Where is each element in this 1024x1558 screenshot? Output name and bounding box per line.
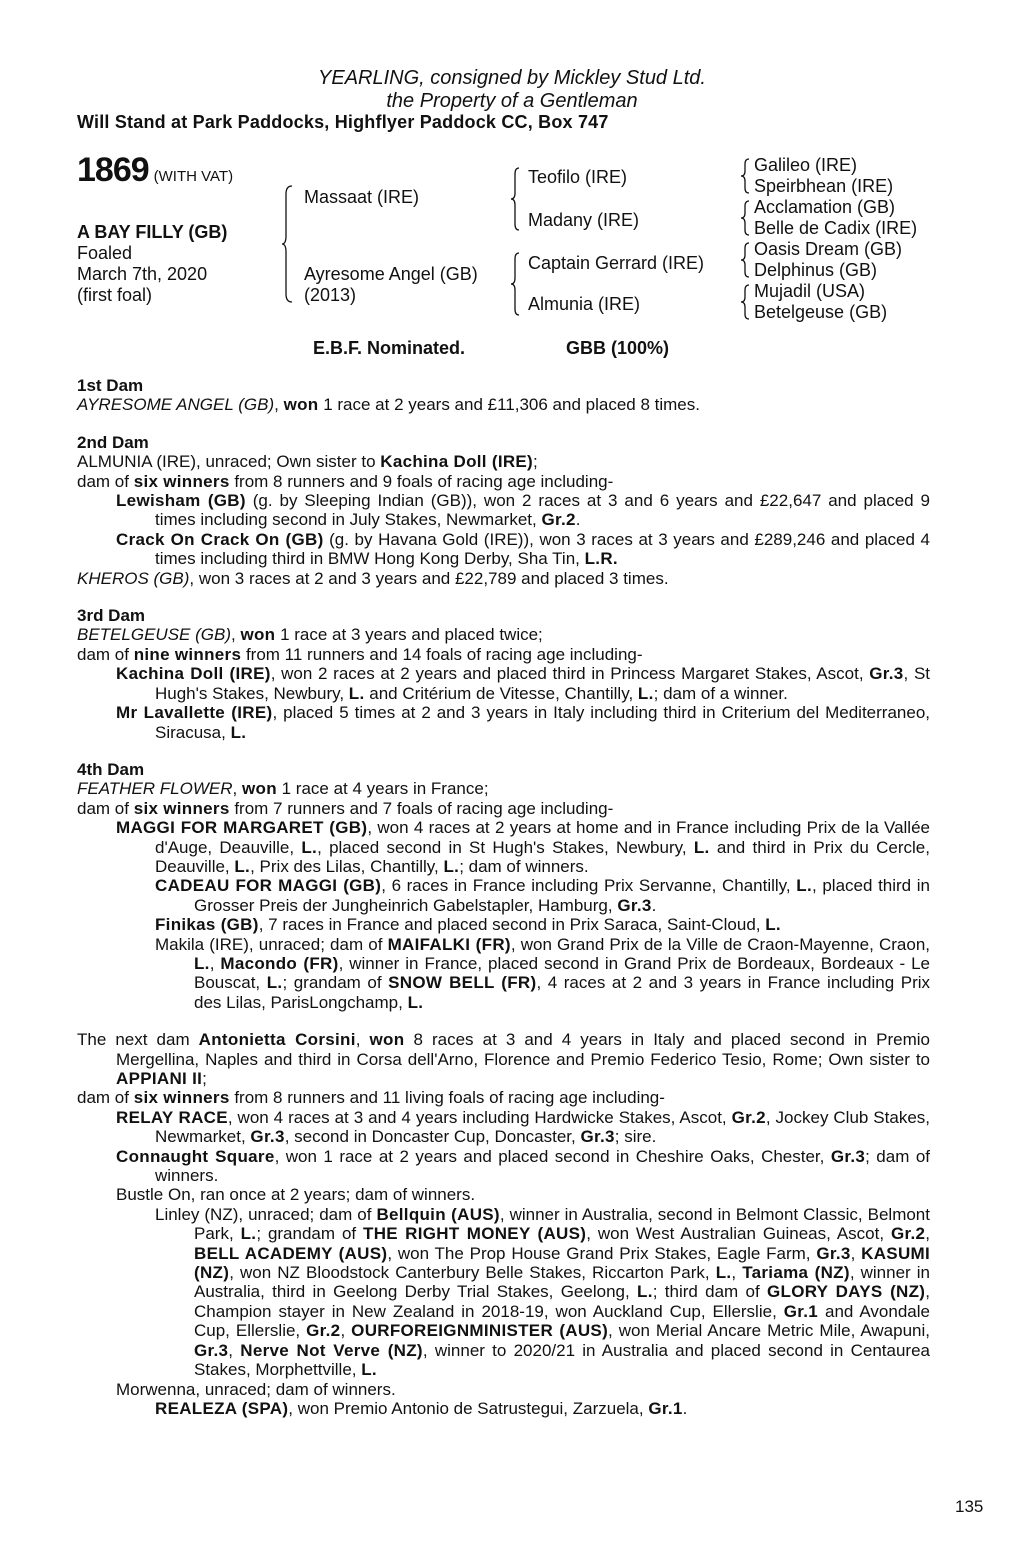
text: , 7 races in France and placed second in Prix Saraca, Saint-Cloud, — [258, 915, 766, 935]
text: , placed second in St Hugh's Stakes, Newbury, — [317, 837, 694, 857]
bold-text: Connaught Square — [116, 1146, 275, 1166]
brace-icon — [741, 201, 751, 235]
text: , 6 races in France including Prix Servanne, Chantilly, — [381, 876, 797, 896]
bold-text: OURFOREIGNMINISTER (AUS) — [351, 1321, 609, 1341]
text: , Champion stayer in New Zealand in 2018-19, won Auckland Cup, Ellerslie, — [194, 1282, 931, 1321]
produce-entry — [77, 1205, 930, 1380]
text: , — [850, 1243, 862, 1263]
text: , Prix des Lilas, Chantilly, — [250, 856, 444, 876]
italic-text: FEATHER FLOWER — [77, 779, 233, 799]
pedigree-gen3: Mujadil (USA) — [754, 281, 866, 301]
text: , winner to 2020/21 in Australia and placed second in Centaurea Stakes, Morphettville, — [194, 1340, 930, 1380]
produce-entry — [77, 452, 930, 471]
foal-note: (first foal) — [77, 285, 153, 305]
bold-text: L. — [796, 876, 812, 896]
bold-text: Gr.3 — [617, 895, 652, 915]
text: , winner in Australia, second in Belmont Classic, Belmont Park, — [194, 1204, 930, 1244]
pedigree-gen3: Acclamation (GB) — [754, 197, 896, 217]
text: , won 1 race at 2 years and placed second in Cheshire Oaks, Chester, — [274, 1146, 831, 1166]
text: , — [340, 1321, 352, 1341]
foaled-label: Foaled — [77, 243, 133, 263]
bold-text: Mr Lavallette (IRE) — [116, 703, 273, 723]
brace-icon — [511, 168, 521, 230]
text: ; dam of winners. — [459, 856, 589, 876]
bold-text: won — [369, 1030, 405, 1050]
bold-text: Lewisham (GB) — [116, 491, 246, 511]
text: , — [274, 395, 284, 415]
bold-text: Kachina Doll (IRE) — [380, 452, 534, 472]
bold-text: Crack On Crack On (GB) — [116, 529, 324, 549]
text: , won Merial Ancare Metric Mile, Awapuni, — [608, 1321, 930, 1341]
produce-entry — [77, 1399, 930, 1418]
text: , won 4 races at 3 and 4 years including Hardwicke Stakes, Ascot, — [227, 1107, 732, 1127]
bold-text: L.R. — [584, 549, 618, 569]
section-heading: 4th Dam — [77, 759, 145, 779]
lot-title: A BAY FILLY (GB) — [77, 222, 228, 242]
produce-entry — [77, 645, 930, 664]
produce-entry — [77, 1088, 930, 1107]
bold-text: L. — [240, 1224, 257, 1244]
text: , — [209, 953, 221, 973]
dam-section — [77, 760, 930, 1012]
bold-text: L. — [234, 856, 251, 876]
brace-icon — [741, 159, 751, 193]
bold-text: won — [240, 625, 276, 645]
produce-entry — [77, 1380, 930, 1399]
text: ALMUNIA (IRE), unraced; Own sister to — [77, 452, 381, 472]
pedigree-gen2: Madany (IRE) — [528, 210, 640, 230]
text: , won Grand Prix de la Ville de Craon-Mayenne, Craon, — [510, 934, 931, 954]
bold-text: Gr.2 — [731, 1107, 766, 1127]
bold-text: L. — [230, 722, 247, 742]
bold-text: Gr.3 — [194, 1340, 229, 1360]
text: (g. by Sleeping Indian (GB)), won 2 races at 3 and 6 years and £22,647 and placed 9 times including second in July Stakes, Newmarket, — [155, 491, 930, 530]
bold-text: MAIFALKI (FR) — [387, 934, 511, 954]
bold-text: Macondo (FR) — [220, 953, 339, 973]
bold-text: CADEAU FOR MAGGI (GB) — [155, 876, 382, 896]
consignor-line: YEARLING, consigned by Mickley Stud Ltd. — [318, 67, 706, 89]
text: , — [232, 779, 242, 799]
bold-text: Gr.1 — [783, 1301, 819, 1321]
bold-text: L. — [765, 915, 781, 935]
produce-entry — [77, 1030, 930, 1088]
text: dam of — [77, 471, 134, 491]
bold-text: Gr.1 — [648, 1398, 683, 1418]
produce-entry — [77, 569, 930, 588]
bold-text: L. — [301, 837, 318, 857]
pedigree-dam-year: (2013) — [304, 285, 357, 305]
text: from 8 runners and 11 living foals of racing age including- — [229, 1088, 665, 1108]
bold-text: six winners — [133, 798, 230, 818]
italic-text: KHEROS (GB) — [77, 568, 190, 588]
lot-number: 1869 — [77, 151, 149, 189]
bold-text: L. — [693, 837, 710, 857]
bold-text: KASUMI (NZ) — [194, 1243, 931, 1283]
bold-text: won — [283, 395, 319, 415]
dam-section — [77, 433, 930, 588]
text: Bustle On, ran once at 2 years; dam of winners. — [116, 1185, 476, 1205]
bold-text: THE RIGHT MONEY (AUS) — [363, 1224, 587, 1244]
text: Makila (IRE), unraced; dam of — [155, 934, 388, 954]
pedigree-sire: Massaat (IRE) — [304, 187, 420, 207]
vat-note: (WITH VAT) — [153, 168, 234, 185]
text: , — [925, 1224, 930, 1244]
bold-text: Finikas (GB) — [155, 915, 259, 935]
pedigree-gen3: Delphinus (GB) — [754, 260, 878, 280]
text: . — [651, 895, 657, 915]
bold-text: GLORY DAYS (NZ) — [767, 1282, 926, 1302]
text: . — [682, 1398, 688, 1418]
bold-text: six winners — [133, 1088, 230, 1108]
bold-text: Nerve Not Verve (NZ) — [240, 1340, 423, 1360]
bold-text: Gr.3 — [830, 1146, 866, 1166]
text: dam of — [77, 798, 134, 818]
lot-heading — [77, 151, 234, 189]
text: Linley (NZ), unraced; dam of — [155, 1204, 377, 1224]
bold-text: L. — [407, 992, 424, 1012]
text: 1 race at 3 years and placed twice; — [275, 625, 543, 645]
bold-text: L. — [443, 856, 460, 876]
bold-text: APPIANI II — [116, 1069, 203, 1088]
bold-text: L. — [715, 1263, 732, 1283]
text: The next dam — [77, 1030, 199, 1050]
ebf-status: E.B.F. Nominated. — [313, 338, 466, 358]
produce-entry — [77, 935, 930, 1013]
italic-text: AYRESOME ANGEL (GB) — [77, 395, 275, 415]
page-number: 135 — [955, 1497, 984, 1516]
produce-entry — [77, 876, 930, 915]
produce-entry — [77, 1108, 930, 1147]
text: and third in Prix du Cercle, Deauville, — [155, 837, 930, 876]
text: , — [230, 625, 241, 645]
text: dam of — [77, 1088, 134, 1108]
dam-section — [77, 1030, 930, 1418]
pedigree-gen2: Captain Gerrard (IRE) — [528, 253, 705, 273]
pedigree-gen3: Galileo (IRE) — [754, 155, 858, 175]
bold-text: L. — [361, 1360, 377, 1380]
bold-text: won — [241, 779, 277, 799]
bold-text: nine winners — [133, 644, 242, 664]
produce-entry — [77, 472, 930, 491]
brace-icon — [741, 285, 751, 319]
bold-text: MAGGI FOR MARGARET (GB) — [116, 818, 368, 838]
bold-text: Gr.3 — [250, 1127, 285, 1147]
text: . — [575, 510, 581, 530]
property-line: the Property of a Gentleman — [386, 90, 638, 112]
produce-entry — [77, 1185, 930, 1204]
text: 8 races at 3 and 4 years in Italy and placed second in Premio Mergellina, Naples and third in Corsa dell'Arno, Florence and Premio Federico Tesio, Rome; Own sister to — [116, 1030, 930, 1069]
bold-text: Antonietta Corsini — [198, 1030, 356, 1050]
produce-entry — [77, 779, 930, 798]
text: , won West Australian Guineas, Ascot, — [586, 1224, 891, 1244]
bold-text: Gr.2 — [890, 1224, 926, 1244]
text: (g. by Havana Gold (IRE)), won 3 races at 3 years and £289,246 and placed 4 times including third in BMW Hong Kong Derby, Sha Tin, — [155, 529, 930, 569]
text: , placed third in Grosser Preis der Jungheinrich Gabelstapler, Hamburg, — [194, 876, 930, 915]
text: ; sire. — [614, 1127, 657, 1147]
text: , won 3 races at 2 and 3 years and £22,789 and placed 3 times. — [189, 568, 669, 588]
produce-entry — [77, 1147, 930, 1186]
bold-text: BELL ACADEMY (AUS) — [194, 1243, 388, 1263]
produce-entry — [77, 818, 930, 876]
text: , Jockey Club Stakes, Newmarket, — [155, 1107, 931, 1147]
text: dam of — [77, 644, 134, 664]
bold-text: L. — [266, 973, 283, 993]
produce-entry — [77, 799, 930, 818]
italic-text: BETELGEUSE (GB) — [77, 625, 231, 645]
text: , placed 5 times at 2 and 3 years in Italy including third in Criterium del Mediterraneo, Siracusa, — [155, 703, 930, 742]
bold-text: Bellquin (AUS) — [376, 1204, 500, 1224]
bold-text: RELAY RACE — [116, 1107, 228, 1127]
text: Morwenna, unraced; dam of winners. — [116, 1379, 396, 1399]
text: , second in Doncaster Cup, Doncaster, — [284, 1127, 581, 1147]
pedigree-dam: Ayresome Angel (GB) — [304, 264, 478, 284]
text: from 8 runners and 9 foals of racing age including- — [229, 471, 614, 491]
produce-entry — [77, 703, 930, 742]
pedigree-gen2: Teofilo (IRE) — [528, 167, 628, 187]
text: and Avondale Cup, Ellerslie, — [194, 1301, 930, 1341]
text: , winner in Australia, third in Geelong Derby Trial Stakes, Geelong, — [194, 1263, 931, 1302]
text: , St Hugh's Stakes, Newbury, — [155, 664, 931, 703]
text: , — [731, 1263, 743, 1283]
bold-text: REALEZA (SPA) — [155, 1398, 289, 1418]
foaled-date: March 7th, 2020 — [77, 264, 208, 284]
brace-icon — [282, 186, 294, 302]
bold-text: L. — [348, 683, 365, 703]
pedigree-gen3: Betelgeuse (GB) — [754, 302, 888, 322]
text: , — [355, 1030, 370, 1050]
stand-location: Will Stand at Park Paddocks, Highflyer Paddock CC, Box 747 — [77, 112, 609, 132]
text: ; dam of winners. — [155, 1146, 931, 1186]
produce-entry — [77, 625, 930, 644]
produce-entry — [77, 530, 930, 569]
bold-text: Tariama (NZ) — [742, 1263, 850, 1283]
text: and Critérium de Vitesse, Chantilly, — [364, 683, 638, 703]
brace-icon — [741, 243, 751, 277]
section-heading: 3rd Dam — [77, 606, 146, 626]
text: from 7 runners and 7 foals of racing age including- — [229, 798, 614, 818]
bold-text: Kachina Doll (IRE) — [116, 664, 271, 684]
bold-text: L. — [637, 1282, 653, 1302]
text: ; third dam of — [652, 1282, 767, 1302]
pedigree-gen3: Belle de Cadix (IRE) — [754, 218, 918, 238]
pedigree-gen3: Speirbhean (IRE) — [754, 176, 894, 196]
text: ; — [533, 452, 538, 472]
section-heading: 1st Dam — [77, 376, 144, 395]
text: , won NZ Bloodstock Canterbury Belle Stakes, Riccarton Park, — [229, 1263, 716, 1283]
text: ; — [202, 1069, 207, 1088]
text: , — [228, 1340, 241, 1360]
pedigree-gen2: Almunia (IRE) — [528, 294, 641, 314]
pedigree-notes — [77, 376, 930, 1436]
bold-text: L. — [637, 683, 654, 703]
text: , won 4 races at 2 years at home and in France including Prix de la Vallée d'Auge, Deauville, — [155, 818, 930, 857]
text: , winner in France, placed second in Grand Prix de Bordeaux, Bordeaux - Le Bouscat, — [194, 953, 930, 993]
text: ; grandam of — [256, 1224, 364, 1244]
text: ; dam of a winner. — [653, 683, 788, 703]
bold-text: Gr.2 — [306, 1321, 341, 1341]
produce-entry — [77, 491, 930, 530]
produce-entry — [77, 915, 930, 934]
text: 1 race at 4 years in France; — [276, 779, 489, 799]
bold-text: Gr.2 — [541, 510, 576, 530]
produce-entry — [77, 664, 930, 703]
bold-text: Gr.3 — [580, 1127, 615, 1147]
text: 1 race at 2 years and £11,306 and placed 8 times. — [318, 395, 700, 415]
gbb-status: GBB (100%) — [566, 338, 670, 358]
text: from 11 runners and 14 foals of racing age including- — [241, 644, 643, 664]
pedigree-gen3: Oasis Dream (GB) — [754, 239, 903, 259]
bold-text: L. — [194, 953, 210, 973]
dam-section — [77, 606, 930, 742]
section-heading: 2nd Dam — [77, 432, 149, 452]
text: , 4 races at 2 and 3 years in France including Prix des Lilas, ParisLongchamp, — [194, 973, 931, 1012]
text: ; grandam of — [282, 973, 389, 993]
bold-text: Gr.3 — [816, 1243, 851, 1263]
dam-section — [77, 376, 930, 415]
bold-text: Gr.3 — [869, 664, 904, 684]
brace-icon — [511, 253, 521, 315]
text: , won 2 races at 2 years and placed third in Princess Margaret Stakes, Ascot, — [270, 664, 870, 684]
text: , won The Prop House Grand Prix Stakes, Eagle Farm, — [387, 1243, 817, 1263]
text: , won Premio Antonio de Satrustegui, Zarzuela, — [288, 1398, 649, 1418]
produce-entry — [77, 395, 930, 414]
bold-text: six winners — [133, 471, 230, 491]
bold-text: SNOW BELL (FR) — [388, 973, 537, 993]
